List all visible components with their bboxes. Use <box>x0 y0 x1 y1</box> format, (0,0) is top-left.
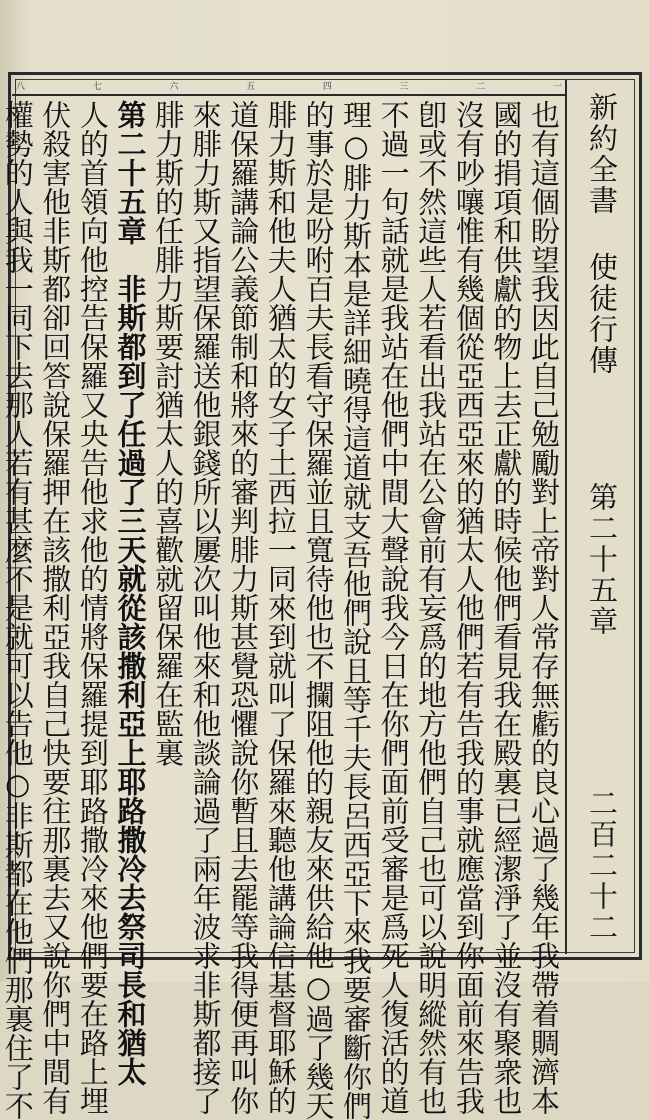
text-column: 沒有吵嚷惟有幾個從亞西亞來的猶太人他們若有告我的事就應當到你面前來告我 <box>451 100 486 1115</box>
text-column: 來腓力斯又指望保羅送他銀錢所以屢次叫他來和他談論過了兩年波求非斯都接了 <box>188 100 223 1115</box>
text-column: 腓力斯和他夫人猶太的女子土西拉一同來到就叫了保羅來聽他講論信基督耶穌的 <box>263 100 298 1115</box>
header-mark: 三 <box>399 81 409 92</box>
header-mark: 五 <box>246 81 256 92</box>
text-column: 的事於是吩咐百夫長看守保羅並且寬待他也不攔阻他的親友來供給他○過了幾天 <box>301 100 336 1120</box>
page-number: 二百二十二 <box>585 788 619 943</box>
header-rule <box>12 94 565 96</box>
header-mark: 四 <box>322 81 332 92</box>
text-column: 權勢的人與我一同下去那人若有甚麼不是就可以告他○非斯都在他們那裏住了不 <box>0 100 35 1120</box>
header-mark: 二 <box>476 81 486 92</box>
header-mark: 一 <box>552 81 562 92</box>
book-title: 新約全書 使徒行傳 <box>585 92 619 376</box>
header-mark: 七 <box>92 81 102 92</box>
header-mark: 八 <box>16 81 26 92</box>
text-column: 伏殺害他非斯都卻回答說保羅押在該撒利亞我自己快要往那裏去又說你們中間有 <box>38 100 73 1115</box>
text-column: 不過一句話就是我站在他們中間大聲說我今日在你們面前受審是爲死人復活的道 <box>376 100 411 1115</box>
text-column: 也有這個盼望我因此自己勉勵對上帝對人常存無虧的良心過了幾年我帶着賙濟本 <box>527 100 561 1115</box>
chapter-heading-column: 第二十五章 非斯都到了任過了三天就從該撒利亞上耶路撒冷去祭司長和猶太 <box>113 100 148 1086</box>
running-head <box>571 82 633 950</box>
text-column: 國的捐項和供獻的物上去正獻的時候他們看見我在殿裏已經潔淨了並沒有聚衆也 <box>489 100 524 1115</box>
text-column: 人的首領向他控告保羅又央告他求他的情將保羅提到耶路撒冷來他們要在路上埋 <box>75 100 110 1115</box>
header-mark: 六 <box>169 81 179 92</box>
running-head-divider <box>565 80 567 954</box>
text-column: 卽或不然這些人若看出我站在公會前有妄爲的地方他們自己也可以說明縱然有也 <box>414 100 449 1115</box>
header-strip <box>16 78 562 92</box>
text-column: 理○腓力斯本是詳細曉得這道就支吾他們說且等千夫長呂西亞下來我要審斷你們 <box>339 100 374 1120</box>
scripture-text <box>0 100 562 1120</box>
text-column: 道保羅講論公義節制和將來的審判腓力斯甚覺恐懼說你暫且去罷等我得便再叫你 <box>226 100 261 1115</box>
text-column: 腓力斯的任腓力斯要討猶太人的喜歡就留保羅在監裏 <box>151 100 186 767</box>
running-head-chapter: 第二十五章 <box>585 482 619 637</box>
